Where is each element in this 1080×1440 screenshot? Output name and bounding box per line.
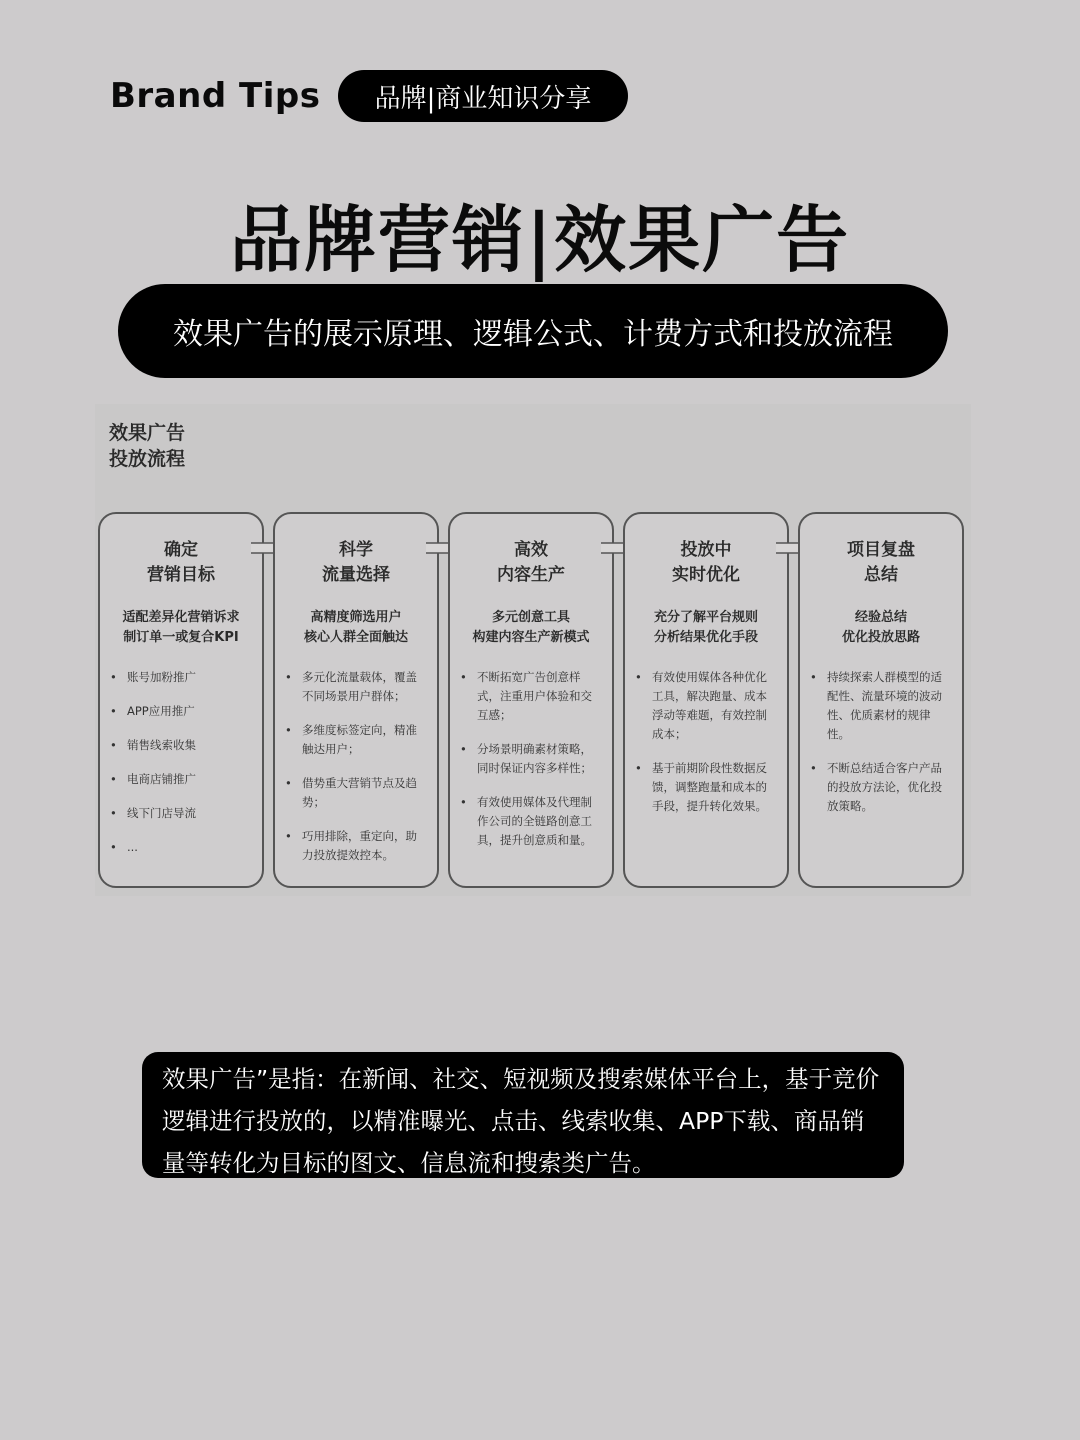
list-item: • ...	[110, 838, 252, 857]
step-summary: 高精度筛选用户 核心人群全面触达	[303, 610, 408, 645]
step-heading: 投放中 实时优化	[672, 540, 740, 585]
step-summary: 多元创意工具 构建内容生产新模式	[472, 610, 590, 645]
page-subtitle: 效果广告的展示原理、逻辑公式、计费方式和投放流程	[118, 284, 948, 378]
list-item: • 借势重大营销节点及趋势；	[285, 774, 427, 812]
list-item: • 多维度标签定向，精准触达用户；	[285, 721, 427, 759]
list-item: • 不断拓宽广告创意样式，注重用户体验和交互感；	[460, 668, 602, 725]
brand-tag: 品牌|商业知识分享	[338, 70, 628, 122]
step-summary: 经验总结 优化投放思路	[841, 610, 920, 645]
step-list	[110, 668, 252, 857]
page-title: 品牌营销|效果广告	[229, 197, 851, 282]
step-card-1	[98, 512, 264, 888]
diagram-title: 效果广告 投放流程	[109, 422, 186, 470]
step-heading: 科学 流量选择	[322, 540, 390, 585]
list-item: • 不断总结适合客户产品的投放方法论，优化投放策略。	[810, 759, 952, 816]
process-diagram	[95, 404, 971, 896]
step-list	[635, 668, 777, 816]
list-item: • 持续探索人群模型的适配性、流量环境的波动性、优质素材的规律性。	[810, 668, 952, 744]
definition-text: 效果广告”是指：在新闻、社交、短视频及搜索媒体平台上，基于竞价逻辑进行投放的，以精准曝光、点击、线索收集、APP下载、商品销量等转化为目标的图文、信息流和搜索类广告。	[142, 1052, 904, 1178]
step-list	[810, 668, 952, 816]
step-heading: 高效 内容生产	[497, 540, 565, 585]
step-card-4	[623, 512, 789, 888]
step-card-3	[448, 512, 614, 888]
list-item: • 分场景明确素材策略，同时保证内容多样性；	[460, 740, 602, 778]
step-heading: 项目复盘 总结	[847, 540, 915, 585]
list-item: • APP应用推广	[110, 702, 252, 721]
step-list	[285, 668, 427, 865]
list-item: • 电商店铺推广	[110, 770, 252, 789]
list-item: • 有效使用媒体各种优化工具，解决跑量、成本浮动等难题，有效控制成本；	[635, 668, 777, 744]
step-heading: 确定 营销目标	[147, 540, 215, 585]
list-item: • 巧用排除，重定向，助力投放提效控本。	[285, 827, 427, 865]
brand-name: Brand Tips	[110, 76, 321, 116]
list-item: • 线下门店导流	[110, 804, 252, 823]
list-item: • 有效使用媒体及代理制作公司的全链路创意工具，提升创意质和量。	[460, 793, 602, 850]
step-card-2	[273, 512, 439, 888]
list-item: • 账号加粉推广	[110, 668, 252, 687]
step-summary: 适配差异化营销诉求 制订单一或复合KPI	[122, 610, 240, 645]
list-item: • 销售线索收集	[110, 736, 252, 755]
step-card-5	[798, 512, 964, 888]
step-summary: 充分了解平台规则 分析结果优化手段	[653, 610, 758, 645]
list-item: • 基于前期阶段性数据反馈，调整跑量和成本的手段，提升转化效果。	[635, 759, 777, 816]
list-item: • 多元化流量载体，覆盖不同场景用户群体；	[285, 668, 427, 706]
step-list	[460, 668, 602, 850]
